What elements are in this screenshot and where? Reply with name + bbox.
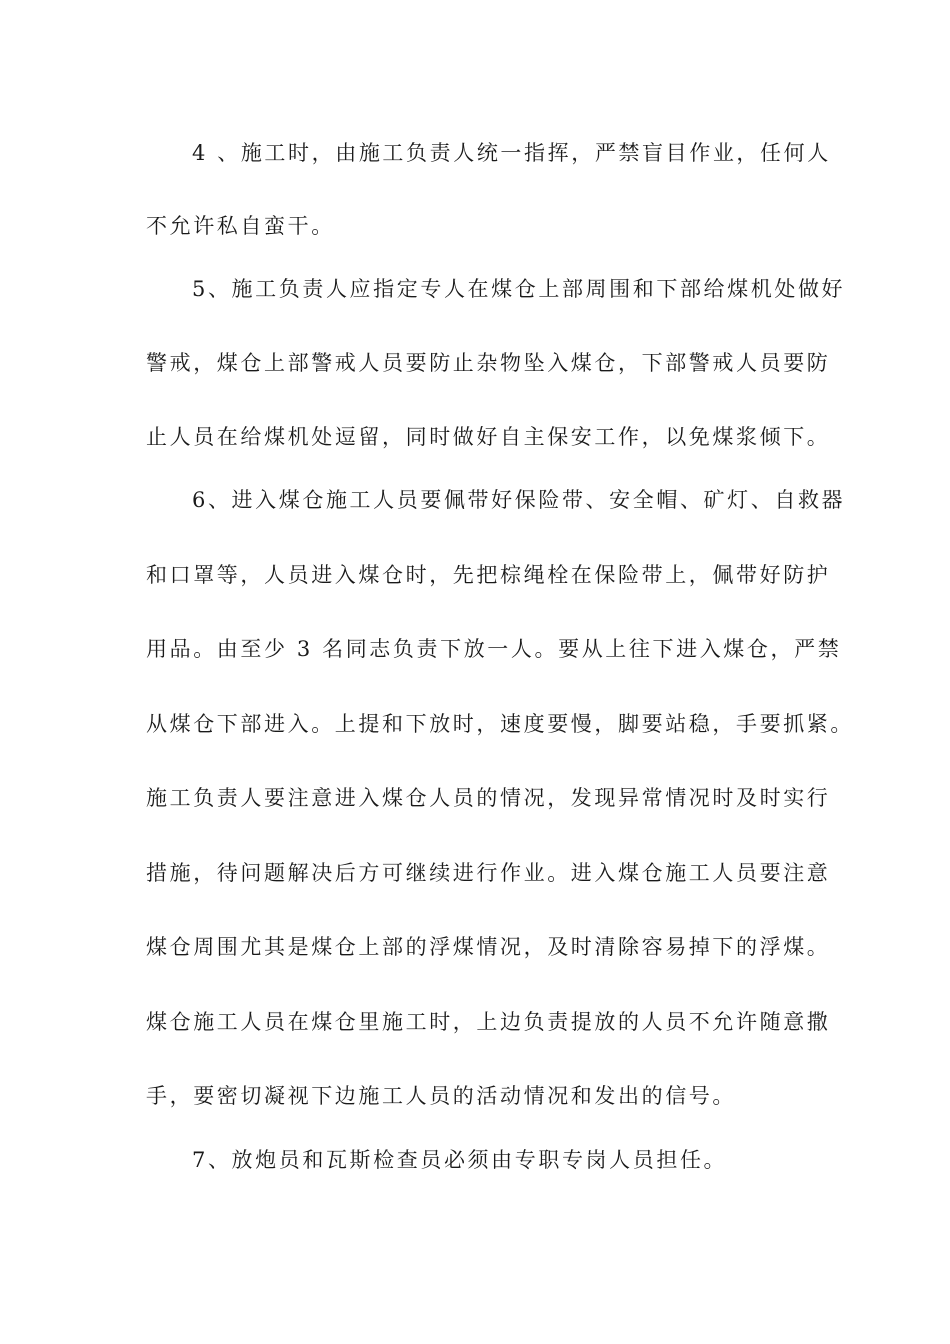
paragraph-7-line-1: 7、放炮员和瓦斯检查员必须由专职专岗人员担任。 xyxy=(192,1148,728,1172)
paragraph-6-line-3: 用品。由至少 3 名同志负责下放一人。要从上往下进入煤仓，严禁 xyxy=(146,637,842,661)
paragraph-5-line-2: 警戒，煤仓上部警戒人员要防止杂物坠入煤仓，下部警戒人员要防 xyxy=(146,351,831,375)
paragraph-5-line-3: 止人员在给煤机处逗留，同时做好自主保安工作，以免煤浆倾下。 xyxy=(146,425,831,449)
paragraph-4-line-1: 4 、施工时，由施工负责人统一指挥，严禁盲目作业，任何人 xyxy=(192,141,831,165)
paragraph-6-line-5: 施工负责人要注意进入煤仓人员的情况，发现异常情况时及时实行 xyxy=(146,786,831,810)
paragraph-4-line-2: 不允许私自蛮干。 xyxy=(146,214,335,238)
paragraph-6-line-7: 煤仓周围尤其是煤仓上部的浮煤情况，及时清除容易掉下的浮煤。 xyxy=(146,935,831,959)
paragraph-6-line-9: 手，要密切凝视下边施工人员的活动情况和发出的信号。 xyxy=(146,1084,736,1108)
paragraph-5-line-1: 5、施工负责人应指定专人在煤仓上部周围和下部给煤机处做好 xyxy=(192,277,846,301)
paragraph-6-line-2: 和口罩等，人员进入煤仓时，先把棕绳栓在保险带上，佩带好防护 xyxy=(146,563,831,587)
paragraph-6-line-1: 6、进入煤仓施工人员要佩带好保险带、安全帽、矿灯、自救器 xyxy=(192,488,846,512)
paragraph-6-line-8: 煤仓施工人员在煤仓里施工时，上边负责提放的人员不允许随意撒 xyxy=(146,1010,831,1034)
paragraph-6-line-4: 从煤仓下部进入。上提和下放时，速度要慢，脚要站稳，手要抓紧。 xyxy=(146,712,854,736)
paragraph-6-line-6: 措施，待问题解决后方可继续进行作业。进入煤仓施工人员要注意 xyxy=(146,861,831,885)
